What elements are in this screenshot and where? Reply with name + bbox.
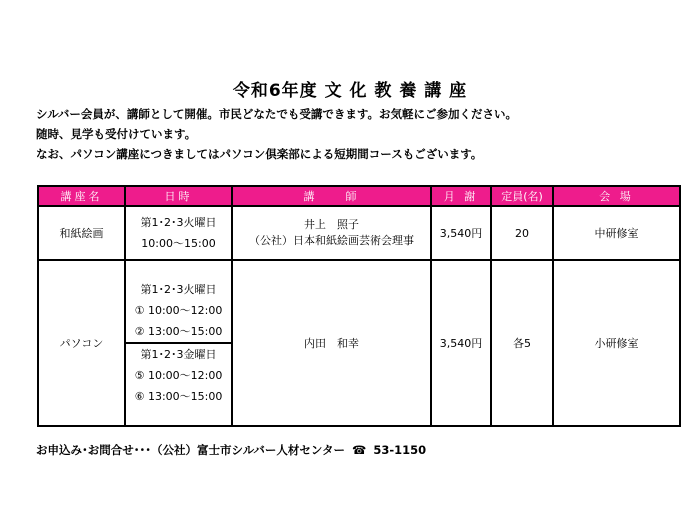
schedule-day: 第1･2･3金曜日: [140, 348, 217, 361]
fee-cell: 3,540円: [431, 260, 491, 426]
table-row: [38, 260, 680, 426]
schedule-day: 第1･2･3火曜日: [140, 216, 217, 229]
capacity-cell: 各5: [491, 260, 553, 426]
schedule-cell: [125, 260, 232, 426]
lecturer-name: 井上 照子: [304, 218, 359, 231]
course-name: 和紙絵画: [38, 206, 125, 260]
header-schedule: 日時: [125, 186, 232, 206]
lecturer-cell: [232, 206, 431, 260]
lecturer-title: （公社）日本和紙絵画芸術会理事: [249, 234, 414, 247]
contact-footer: [36, 442, 426, 458]
header-fee: 月 謝: [431, 186, 491, 206]
page-title: 令和6年度 文 化 教 養 講 座: [232, 81, 468, 101]
schedule-slot: ⑤ 10:00～12:00: [134, 369, 223, 382]
header-course: 講座名: [38, 186, 125, 206]
header-capacity: 定員(名): [491, 186, 553, 206]
intro-line-1: シルバー会員が、講師として開催。市民どなたでも受講できます。お気軽にご参加ください。: [36, 107, 517, 121]
phone-icon: ☎: [351, 443, 367, 457]
contact-text: お申込み･お問合せ･･･（公社）富士市シルバー人材センター: [36, 443, 345, 457]
capacity-cell: 20: [491, 206, 553, 260]
schedule-slot: ⑥ 13:00～15:00: [134, 390, 223, 403]
schedule-time: 10:00～15:00: [141, 237, 216, 250]
header-venue: 会 場: [553, 186, 680, 206]
intro-line-2: 随時、見学も受付けています。: [36, 127, 197, 141]
venue-cell: 中研修室: [553, 206, 680, 260]
table-row: [38, 206, 680, 260]
header-lecturer: 講 師: [232, 186, 431, 206]
schedule-cell: [125, 206, 232, 260]
schedule-slot: ① 10:00～12:00: [134, 304, 223, 317]
venue-cell: 小研修室: [553, 260, 680, 426]
lecturer-cell: 内田 和幸: [232, 260, 431, 426]
phone-number: 53-1150: [373, 443, 427, 457]
intro-line-3: なお、パソコン講座につきましてはパソコン倶楽部による短期間コースもございます。: [36, 147, 483, 161]
fee-cell: 3,540円: [431, 206, 491, 260]
table-header-row: [38, 186, 680, 206]
course-table: [37, 185, 681, 427]
schedule-group-friday: [126, 342, 231, 407]
schedule-day: 第1･2･3火曜日: [140, 283, 217, 296]
course-name: パソコン: [38, 260, 125, 426]
schedule-group-tuesday: [126, 279, 231, 342]
schedule-slot: ② 13:00～15:00: [134, 325, 223, 338]
intro-text: [36, 104, 517, 164]
